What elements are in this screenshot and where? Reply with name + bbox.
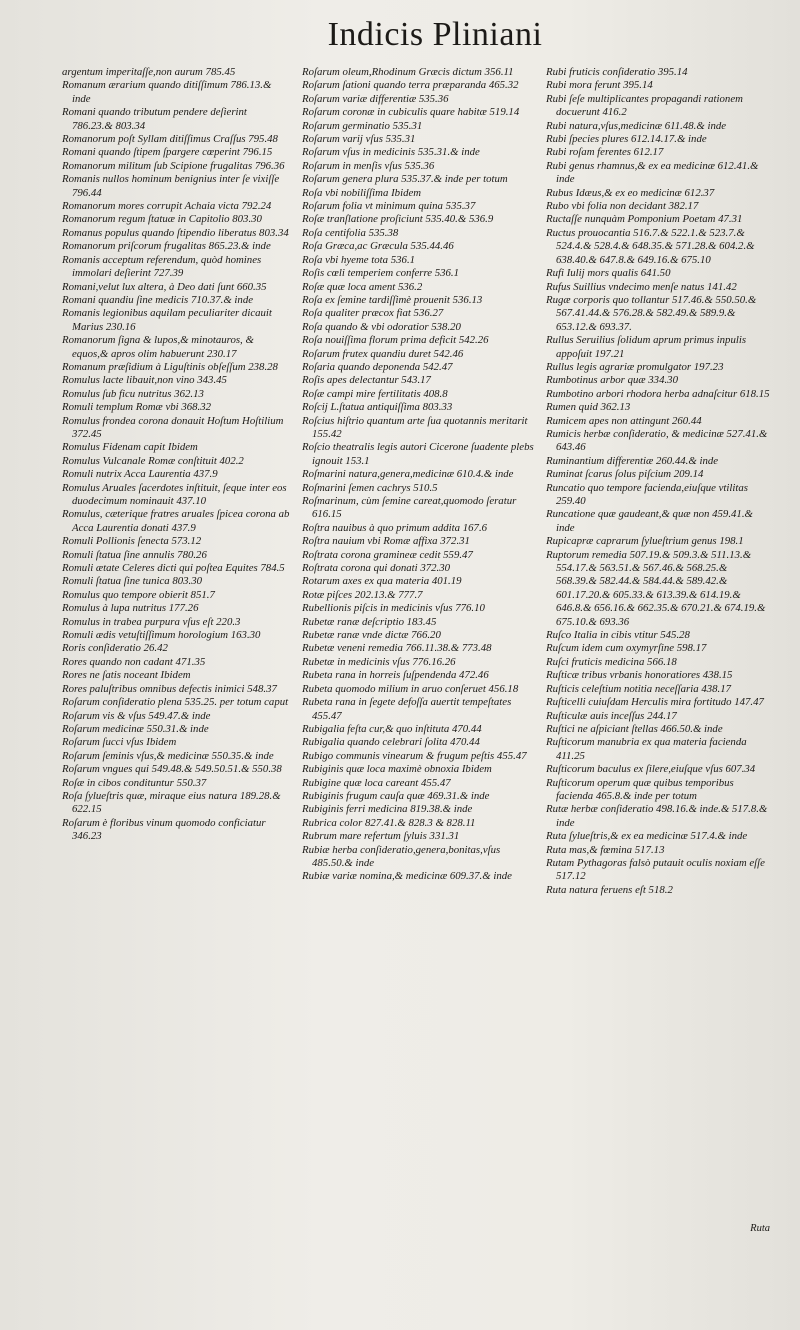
index-entry: Romuli ſtatua ſine tunica 803.30 bbox=[62, 575, 203, 588]
index-entry: Rumicis herbæ conſideratio, & medicinæ 527.41.& 643.46 bbox=[546, 427, 768, 454]
index-entry: Roſarum oleum,Rhodinum Græcis dictum 356.11 bbox=[302, 66, 514, 78]
index-entry: Romulus lacte libauit,non vino 343.45 bbox=[62, 374, 227, 387]
index-entry: Roris conſideratio 26.42 bbox=[62, 642, 168, 655]
index-entry: Rubi natura,vſus,medicinæ 611.48.& inde bbox=[546, 119, 727, 132]
index-entry: Ruſco Italia in cibis vtitur 545.28 bbox=[546, 629, 690, 642]
index-entry: Rubetæ in medicinis vſus 776.16.26 bbox=[302, 655, 456, 668]
index-entry: Romani quando ſtipem ſpargere cœperint 796.15 bbox=[62, 146, 273, 159]
index-entry: Ructus prouocantia 516.7.& 522.1.& 523.7.& 524.4.& 528.4.& 648.35.& 571.28.& 604.2.& 638.40.& 647.8.& 649.16.& 675.10 bbox=[546, 226, 755, 266]
index-entry: Ruſcum idem cum oxymyrſine 598.17 bbox=[546, 642, 707, 655]
index-entry: Runcatione quæ gaudeant,& quæ non 459.41.& inde bbox=[546, 508, 753, 534]
index-entry: Romanis nullos hominum benignius inter ſe vixiſſe 796.44 bbox=[62, 173, 280, 199]
index-entry: Romanum ærarium quando ditiſſimum 786.13.& inde bbox=[62, 79, 272, 105]
index-entry: Roſarum ſationi quando terra præparanda 465.32 bbox=[302, 79, 519, 92]
index-entry: Ruta mas,& fœmina 517.13 bbox=[546, 843, 665, 856]
index-entry: Rubiginis quæ loca maximè obnoxia Ibidem bbox=[302, 763, 492, 776]
index-entry: Ruſticæ tribus vrbanis honoratiores 438.15 bbox=[546, 669, 733, 682]
index-entry: Roſarum variæ differentiæ 535.36 bbox=[302, 92, 449, 105]
index-entry: Rotarum axes ex qua materia 401.19 bbox=[302, 575, 462, 588]
index-entry: Rubrum mare refertum ſyluis 331.31 bbox=[302, 830, 460, 843]
index-entry: Ructaſſe nunquàm Pomponium Poetam 47.31 bbox=[546, 213, 743, 226]
index-entry: Roſarum ſucci vſus Ibidem bbox=[62, 736, 177, 749]
index-entry: Roſa vbi nobiliſſima Ibidem bbox=[302, 186, 422, 199]
index-entry: Ruminat ſcarus ſolus piſcium 209.14 bbox=[546, 468, 704, 481]
index-entry: Rubi fruticis conſideratio 395.14 bbox=[546, 66, 688, 78]
index-entry: Rubi roſam ferentes 612.17 bbox=[546, 146, 664, 159]
index-entry: Roſarum ſeminis vſus,& medicinæ 550.35.& inde bbox=[62, 749, 274, 762]
index-entry: Rubeta quomodo milium in aruo conſeruet 456.18 bbox=[302, 682, 519, 695]
index-entry: Rubi ſpecies plures 612.14.17.& inde bbox=[546, 133, 707, 146]
index-entry: Rores quando non cadant 471.35 bbox=[62, 655, 206, 668]
index-entry: Rubetæ ranæ deſcriptio 183.45 bbox=[302, 615, 437, 628]
index-entry: Roſa nouiſſima florum prima deficit 542.26 bbox=[302, 334, 489, 347]
index-entry: Romulus Aruales ſacerdotes inſtituit, ſeque inter eos duodecimum nominauit 437.10 bbox=[62, 481, 287, 507]
index-entry: Rubiæ herba conſideratio,genera,bonitas,vſus 485.50.& inde bbox=[302, 843, 501, 869]
index-entry: Romuli ædis vetuſtiſſimum horologium 163.30 bbox=[62, 629, 261, 642]
index-entry: Rumicem apes non attingunt 260.44 bbox=[546, 414, 702, 427]
index-entry: Rullus Seruilius ſolidum aprum primus inpulis appoſuit 197.21 bbox=[546, 334, 747, 360]
index-entry: Roſtrata corona qui donati 372.30 bbox=[302, 562, 451, 575]
index-entry: Romanorum priſcorum frugalitas 865.23.& inde bbox=[62, 240, 271, 253]
index-entry: Roſarum vſus in medicinis 535.31.& inde bbox=[302, 146, 480, 159]
index-entry: Romuli ætate Celeres dicti qui poſtea Equites 784.5 bbox=[62, 562, 285, 575]
index-entry: Rubigo communis vinearum & frugum peſtis 455.47 bbox=[302, 749, 527, 762]
index-column-3 bbox=[546, 66, 770, 897]
index-entry: Romanorum mores corrupit Achaia victa 792.24 bbox=[62, 200, 272, 213]
index-column-2 bbox=[302, 66, 534, 884]
index-entry: Romani quando tributum pendere deſierint 786.23.& 803.34 bbox=[62, 106, 247, 132]
index-entry: Ruſtici ne aſpiciant ſtellas 466.50.& inde bbox=[546, 722, 723, 735]
index-entry: Rubetæ veneni remedia 766.11.38.& 773.48 bbox=[302, 642, 492, 655]
index-entry: Ruſticelli cuiuſdam Herculis mira fortitudo 147.47 bbox=[546, 696, 764, 709]
index-entry: Ruta ſylueſtris,& ex ea medicinæ 517.4.& inde bbox=[546, 830, 748, 843]
catchword: Ruta bbox=[750, 1223, 770, 1234]
index-entry: Roſa ex ſemine tardiſſimè prouenit 536.13 bbox=[302, 293, 483, 306]
index-entry: Roſa centifolia 535.38 bbox=[302, 226, 399, 239]
index-entry: Roſarum germinatio 535.31 bbox=[302, 119, 423, 132]
page-title bbox=[0, 16, 800, 54]
index-entry: Roſarum in menſis vſus 535.36 bbox=[302, 159, 435, 172]
index-entry: Rumen quid 362.13 bbox=[546, 401, 631, 414]
index-entry: Romanorum ſigna & lupos,& minotauros, & equos,& apros olim habuerunt 230.17 bbox=[62, 334, 254, 360]
index-entry: Roſis apes delectantur 543.17 bbox=[302, 374, 431, 387]
index-entry: Romanorum poſt Syllam ditiſſimus Craſſus 795.48 bbox=[62, 133, 278, 146]
index-entry: Rubetæ ranæ vnde dictæ 766.20 bbox=[302, 629, 441, 642]
index-entry: Rores ne ſatis noceant Ibidem bbox=[62, 669, 191, 682]
index-entry: Romani,velut lux altera, à Deo dati ſunt 660.35 bbox=[62, 280, 267, 293]
index-entry: Rupicapræ caprarum ſylueſtrium genus 198.1 bbox=[546, 535, 744, 548]
index-entry: Rubi ſeſe multiplicantes propagandi rationem docuerunt 416.2 bbox=[546, 92, 743, 119]
index-entry: Rullus legis agrariæ promulgator 197.23 bbox=[546, 360, 724, 373]
index-entry: Rutæ herbæ conſideratio 498.16.& inde.& 517.8.& inde bbox=[546, 803, 768, 829]
index-entry: Roſmarini ſemen cachrys 510.5 bbox=[302, 481, 438, 494]
index-entry: Rubo vbi folia non decidant 382.17 bbox=[546, 200, 699, 213]
index-entry: Roſtra nauium vbi Romæ affixa 372.31 bbox=[302, 535, 470, 548]
index-entry: Roſæ campi mire fertilitatis 408.8 bbox=[302, 387, 448, 400]
index-entry: Rubigalia quando celebrari ſolita 470.44 bbox=[302, 736, 480, 749]
index-entry: Romanorum militum ſub Scipione frugalitas 796.36 bbox=[62, 159, 285, 172]
index-entry: Romulus quo tempore obierit 851.7 bbox=[62, 588, 215, 601]
index-entry: Roſcius hiſtrio quantum arte ſua quotannis meritarit 155.42 bbox=[302, 414, 528, 440]
index-entry: Romuli nutrix Acca Laurentia 437.9 bbox=[62, 468, 218, 481]
index-entry: Romanum præſidium à Liguſtinis obſeſſum 238.28 bbox=[62, 360, 278, 373]
index-entry: Romani quandiu ſine medicis 710.37.& inde bbox=[62, 293, 254, 306]
index-entry: Rumbotino arbori rhodora herba adnaſcitur 618.15 bbox=[546, 387, 770, 400]
index-entry: Rutam Pythagoras falsò putauit oculis noxiam eſſe 517.12 bbox=[546, 856, 765, 883]
index-entry: Ruſticorum operum quæ quibus temporibus facienda 465.8.& inde per totum bbox=[546, 776, 734, 802]
index-entry: Roſarum è floribus vinum quomodo conficiatur 346.23 bbox=[62, 816, 266, 843]
index-entry: Roſarum vngues qui 549.48.& 549.50.51.& 550.38 bbox=[62, 763, 282, 776]
index-entry: Romanorum regum ſtatuæ in Capitolio 803.30 bbox=[62, 213, 262, 226]
index-entry: Roſa qualiter præcox fiat 536.27 bbox=[302, 307, 444, 320]
index-entry: Rubiæ variæ nomina,& medicinæ 609.37.& inde bbox=[302, 870, 512, 883]
index-entry: Rubrica color 827.41.& 828.3 & 828.11 bbox=[302, 816, 476, 829]
index-entry: Romanis legionibus aquilam peculiariter dicauit Marius 230.16 bbox=[62, 307, 272, 333]
index-entry: Romuli ſtatua ſine annulis 780.26 bbox=[62, 548, 207, 561]
index-entry: Rubiginis frugum cauſa quæ 469.31.& inde bbox=[302, 789, 490, 802]
index-column-1 bbox=[62, 66, 290, 844]
index-entry: Roſarum vis & vſus 549.47.& inde bbox=[62, 709, 211, 722]
index-entry: Rufi Iulij mors qualis 641.50 bbox=[546, 267, 671, 280]
index-entry: Roſa vbi hyeme tota 536.1 bbox=[302, 253, 416, 266]
index-entry: Rores paluſtribus omnibus defectis inimici 548.37 bbox=[62, 682, 277, 695]
index-entry: Roſarum folia vt minimum quina 535.37 bbox=[302, 200, 476, 213]
index-entry: Roſtra nauibus à quo primum addita 167.6 bbox=[302, 521, 488, 534]
index-entry: Rotæ piſces 202.13.& 777.7 bbox=[302, 588, 423, 601]
index-entry: Roſarum coronæ in cubiculis quare habitæ 519.14 bbox=[302, 106, 520, 119]
index-entry: Roſmarinum, cùm ſemine careat,quomodo ſeratur 616.15 bbox=[302, 495, 517, 521]
index-entry: Romanus populus quando ſtipendio liberatus 803.34 bbox=[62, 226, 289, 239]
index-entry: Romulus Vulcanale Romæ conſtituit 402.2 bbox=[62, 454, 244, 467]
index-entry: Rugæ corporis quo tollantur 517.46.& 550.50.& 567.41.44.& 576.28.& 582.49.& 589.9.& 653.12.& 693.37. bbox=[546, 293, 757, 333]
index-entry: Roſtrata corona gramineæ cedit 559.47 bbox=[302, 548, 473, 561]
index-entry: Roſæ quæ loca ament 536.2 bbox=[302, 280, 423, 293]
index-entry: Rubi genus rhamnus,& ex ea medicinæ 612.41.& inde bbox=[546, 159, 759, 186]
index-entry: Rubellionis piſcis in medicinis vſus 776.10 bbox=[302, 602, 485, 615]
index-entry: Rubigalia feſta cur,& quo inſtituta 470.44 bbox=[302, 722, 482, 735]
index-entry: Roſæ tranſlatione proſiciunt 535.40.& 536.9 bbox=[302, 213, 494, 226]
index-entry: Rubus Idæus,& ex eo medicinæ 612.37 bbox=[546, 186, 715, 199]
page-title-text: Indicis Pliniani bbox=[327, 16, 543, 53]
index-entry: Roſmarini natura,genera,medicinæ 610.4.& inde bbox=[302, 468, 514, 481]
index-entry: Ruptorum remedia 507.19.& 509.3.& 511.13.& 554.17.& 563.51.& 567.46.& 568.25.& 568.39.& 582.44.& 584.44.& 589.42.& 601.17.20.& 605.33.& 613.39.& 614.19.& 646.8.& 656.16.& 662.35.& 670.21.& 674.19.& 675.10.& 693.36 bbox=[546, 548, 766, 628]
index-entry: Romuli Pollionis ſenecta 573.12 bbox=[62, 535, 202, 548]
index-entry: Romulus frondea corona donauit Hoſtum Hoſtilium 372.45 bbox=[62, 414, 284, 440]
index-entry: Roſa Græca,ac Græcula 535.44.46 bbox=[302, 240, 454, 253]
index-entry: Runcatio quo tempore facienda,eiuſque vtilitas 259.40 bbox=[546, 481, 748, 507]
index-entry: Ruſticorum baculus ex ſilere,eiuſque vſus 607.34 bbox=[546, 763, 756, 776]
index-entry: Roſcio theatralis legis autori Cicerone ſuadente plebs ignouit 153.1 bbox=[302, 441, 534, 467]
index-entry: Rubeta rana in horreis ſuſpendenda 472.46 bbox=[302, 669, 489, 682]
index-entry: Roſcij L.ſtatua antiquiſſima 803.33 bbox=[302, 401, 453, 414]
index-entry: Ruſci fruticis medicina 566.18 bbox=[546, 655, 677, 668]
index-entry: Romanis acceptum referendum, quòd homines immolari deſierint 727.39 bbox=[62, 253, 262, 280]
index-entry: Ruta natura feruens eſt 518.2 bbox=[546, 883, 673, 896]
index-entry: Roſaria quando deponenda 542.47 bbox=[302, 360, 453, 373]
index-entry: Rubeta rana in ſegete defoſſa auertit tempeſtates 455.47 bbox=[302, 696, 512, 722]
index-entry: argentum imperitaſſe,non aurum 785.45 bbox=[62, 66, 236, 78]
index-entry: Rubiginis ferri medicina 819.38.& inde bbox=[302, 803, 473, 816]
index-entry: Ruſticorum manubria ex qua materia facienda 411.25 bbox=[546, 736, 747, 762]
index-entry: Romulus ſub ficu nutritus 362.13 bbox=[62, 387, 204, 400]
index-entry: Romulus à lupa nutritus 177.26 bbox=[62, 602, 199, 615]
index-entry: Romulus Fidenam capit Ibidem bbox=[62, 441, 198, 454]
index-entry: Rumbotinus arbor quæ 334.30 bbox=[546, 374, 678, 387]
index-entry: Ruminantium differentiæ 260.44.& inde bbox=[546, 454, 719, 467]
index-entry: Ruſticis celeſtium notitia neceſſaria 438.17 bbox=[546, 682, 732, 695]
index-entry: Roſarum genera plura 535.37.& inde per totum bbox=[302, 173, 508, 186]
index-entry: Romuli templum Romæ vbi 368.32 bbox=[62, 401, 212, 414]
index-entry: Ruſticulæ auis inceſſus 244.17 bbox=[546, 709, 677, 722]
index-entry: Rubigine quæ loca careant 455.47 bbox=[302, 776, 451, 789]
index-entry: Rufus Suillius vndecimo menſe natus 141.42 bbox=[546, 280, 737, 293]
index-entry: Romulus, cæterique fratres aruales ſpicea corona ab Acca Laurentia donati 437.9 bbox=[62, 508, 290, 534]
index-entry: Roſa ſylueſtris quæ, miraque eius natura 189.28.& 622.15 bbox=[62, 789, 281, 816]
index-entry: Roſarum medicinæ 550.31.& inde bbox=[62, 722, 209, 735]
index-entry: Roſarum varij vſus 535.31 bbox=[302, 133, 416, 146]
index-entry: Roſæ in cibos condituntur 550.37 bbox=[62, 776, 207, 789]
index-entry: Romulus in trabea purpura vſus eſt 220.3 bbox=[62, 615, 241, 628]
index-entry: Roſarum conſideratio plena 535.25. per totum caput bbox=[62, 696, 289, 709]
index-entry: Rubi mora ferunt 395.14 bbox=[546, 79, 653, 92]
index-entry: Roſis cœli temperiem conferre 536.1 bbox=[302, 267, 460, 280]
index-entry: Roſarum frutex quandiu duret 542.46 bbox=[302, 347, 464, 360]
index-entry: Roſa quando & vbi odoratior 538.20 bbox=[302, 320, 461, 333]
